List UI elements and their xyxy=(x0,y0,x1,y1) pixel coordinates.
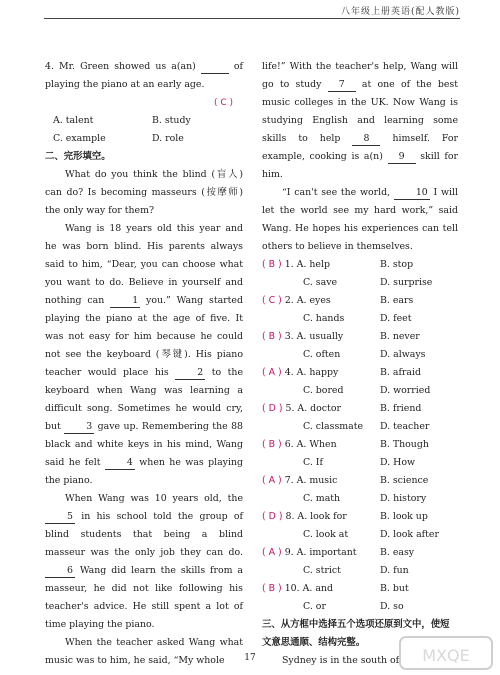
mc-option-d: D. worried xyxy=(380,385,431,396)
passage-para-5: life!” With the teacher's help, Wang will go to study 7 at one of the best music colleges in the UK. Now Wang is studying English and learning some skills to help 8 himself. For example, cooking is a(n) 9 skill for him. xyxy=(262,61,459,180)
left-column xyxy=(45,58,243,670)
mc-question-2 xyxy=(262,292,458,310)
mc-question-9 xyxy=(262,544,458,562)
header-rule xyxy=(44,18,460,19)
mc-answer: ( B ) xyxy=(262,583,282,594)
mc-option-b: B. friend xyxy=(380,403,422,414)
mc-option-c: C. math xyxy=(303,493,341,504)
mc-question-5-row2 xyxy=(262,418,458,436)
mc-question-7-row2 xyxy=(262,490,458,508)
mc-option-d: D. feet xyxy=(380,313,412,324)
mc-question-8-row2 xyxy=(262,526,458,544)
answer-q4: ( C ) xyxy=(213,98,233,108)
mc-option-b: B. afraid xyxy=(380,367,421,378)
mc-answer: ( B ) xyxy=(262,259,282,270)
mc-option-c: C. or xyxy=(303,601,326,612)
mc-question-9-row2 xyxy=(262,562,458,580)
mc-question-3-row2 xyxy=(262,346,458,364)
mc-option-d: D. teacher xyxy=(380,421,430,432)
mc-question-6-row2 xyxy=(262,454,458,472)
mc-number: 5. xyxy=(285,403,295,414)
mc-option-b: B. easy xyxy=(380,547,415,558)
mc-number: 10. xyxy=(284,583,300,594)
passage-para-2: Wang is 18 years old this year and he was born blind. His parents always said to him, “Dear, you can choose what you want to do. Believe in yourself and nothing can 1 you.” Wang started playing the piano at the age of five. It was not easy for him because he could not see the keyboard (琴键). His piano teacher would place his 2 to the keyboard when Wang was learning a difficult song. Sometimes he would cry, but 3 gave up. Remembering the 88 black and white keys in his mind, Wang said he felt 4 when he was playing the piano. xyxy=(45,223,244,486)
mc-option-a: A. look for xyxy=(297,511,347,522)
mc-option-b: B. ears xyxy=(380,295,414,306)
mc-option-c: C. look at xyxy=(303,529,349,540)
mc-option-d: D. always xyxy=(380,349,426,360)
mc-option-b: B. look up xyxy=(380,511,428,522)
mc-answer: ( A ) xyxy=(262,475,282,486)
mc-option-c: C. classmate xyxy=(303,421,364,432)
mc-option-c: C. bored xyxy=(303,385,344,396)
watermark-logo xyxy=(398,633,494,673)
svg-text:MXQE: MXQE xyxy=(422,646,470,665)
mc-option-d: D. look after xyxy=(380,529,439,540)
question-4: 4. Mr. Green showed us a(an) of playing the piano at an early age. xyxy=(45,61,244,90)
mc-question-10-row2 xyxy=(262,598,458,616)
multiple-choice-list xyxy=(262,256,458,616)
mc-option-b: B. Though xyxy=(380,439,429,450)
mc-question-5 xyxy=(262,400,458,418)
mc-option-a: A. help xyxy=(296,259,330,270)
mc-number: 8. xyxy=(285,511,295,522)
mc-option-a: A. important xyxy=(296,547,357,558)
section-3-title: 三、从方框中选择五个选项还原到文中，使短文意思通顺、结构完整。 xyxy=(262,619,450,648)
mc-answer: ( C ) xyxy=(262,295,282,306)
mc-option-d: D. fun xyxy=(380,565,409,576)
q4-options-row2: C. example D. role xyxy=(53,133,184,144)
mc-option-c: C. save xyxy=(303,277,338,288)
mc-option-a: A. music xyxy=(296,475,338,486)
mc-question-4-row2 xyxy=(262,382,458,400)
mc-question-1 xyxy=(262,256,458,274)
right-column xyxy=(262,58,458,670)
mc-option-c: C. hands xyxy=(303,313,345,324)
mc-number: 6. xyxy=(284,439,294,450)
mc-number: 7. xyxy=(284,475,294,486)
mc-question-1-row2 xyxy=(262,274,458,292)
mc-question-7 xyxy=(262,472,458,490)
mc-question-8 xyxy=(262,508,458,526)
mc-question-10 xyxy=(262,580,458,598)
mc-question-3 xyxy=(262,328,458,346)
passage-para-1: What do you think the blind (盲人) can do? Is becoming masseurs (按摩师) the only way for them? xyxy=(45,169,243,216)
mc-option-a: A. and xyxy=(302,583,333,594)
mc-number: 3. xyxy=(284,331,294,342)
mc-answer: ( B ) xyxy=(262,331,282,342)
mc-option-b: B. never xyxy=(380,331,420,342)
mc-number: 9. xyxy=(284,547,294,558)
passage-para-4: When the teacher asked Wang what music was to him, he said, “My whole xyxy=(45,637,243,666)
mc-option-b: B. stop xyxy=(380,259,414,270)
mc-question-4 xyxy=(262,364,458,382)
blank-q4 xyxy=(201,61,229,74)
mc-number: 1. xyxy=(284,259,294,270)
mc-option-a: A. eyes xyxy=(296,295,331,306)
mc-option-b: B. but xyxy=(380,583,409,594)
page-header: 八年级上册英语(配人教版) xyxy=(340,7,460,17)
mc-option-d: D. so xyxy=(380,601,404,612)
mc-answer: ( D ) xyxy=(262,403,283,414)
mc-option-b: B. science xyxy=(380,475,429,486)
section-2-title: 二、完形填空。 xyxy=(45,151,111,162)
mc-option-c: C. If xyxy=(303,457,323,468)
mc-option-a: A. happy xyxy=(296,367,339,378)
page-number: 17 xyxy=(244,653,256,663)
mc-question-6 xyxy=(262,436,458,454)
mc-option-a: A. doctor xyxy=(297,403,341,414)
mc-question-2-row2 xyxy=(262,310,458,328)
mc-answer: ( A ) xyxy=(262,547,282,558)
passage-para-3: When Wang was 10 years old, the 5 in his school told the group of blind students that being a blind masseur was the only job they can do. 6 Wang did learn the skills from a masseur, he did not like following his teacher's advice. He still spent a lot of time playing the piano. xyxy=(45,493,243,630)
mc-answer: ( D ) xyxy=(262,511,283,522)
mc-option-d: D. history xyxy=(380,493,427,504)
mc-option-a: A. usually xyxy=(296,331,344,342)
section-3-start: Sydney is in the south of xyxy=(282,655,400,666)
mc-option-d: D. surprise xyxy=(380,277,433,288)
q4-options-row1: A. talent B. study xyxy=(53,115,191,126)
mc-answer: ( B ) xyxy=(262,439,282,450)
passage-para-6: “I can't see the world, 10 I will let the world see my hard work,” said Wang. He hopes his experiences can tell others to believe in themselves. xyxy=(262,187,458,252)
mc-option-c: C. strict xyxy=(303,565,341,576)
mc-number: 4. xyxy=(284,367,294,378)
mc-option-a: A. When xyxy=(296,439,337,450)
mc-option-d: D. How xyxy=(380,457,415,468)
mc-answer: ( A ) xyxy=(262,367,282,378)
mc-number: 2. xyxy=(284,295,294,306)
mc-option-c: C. often xyxy=(303,349,341,360)
